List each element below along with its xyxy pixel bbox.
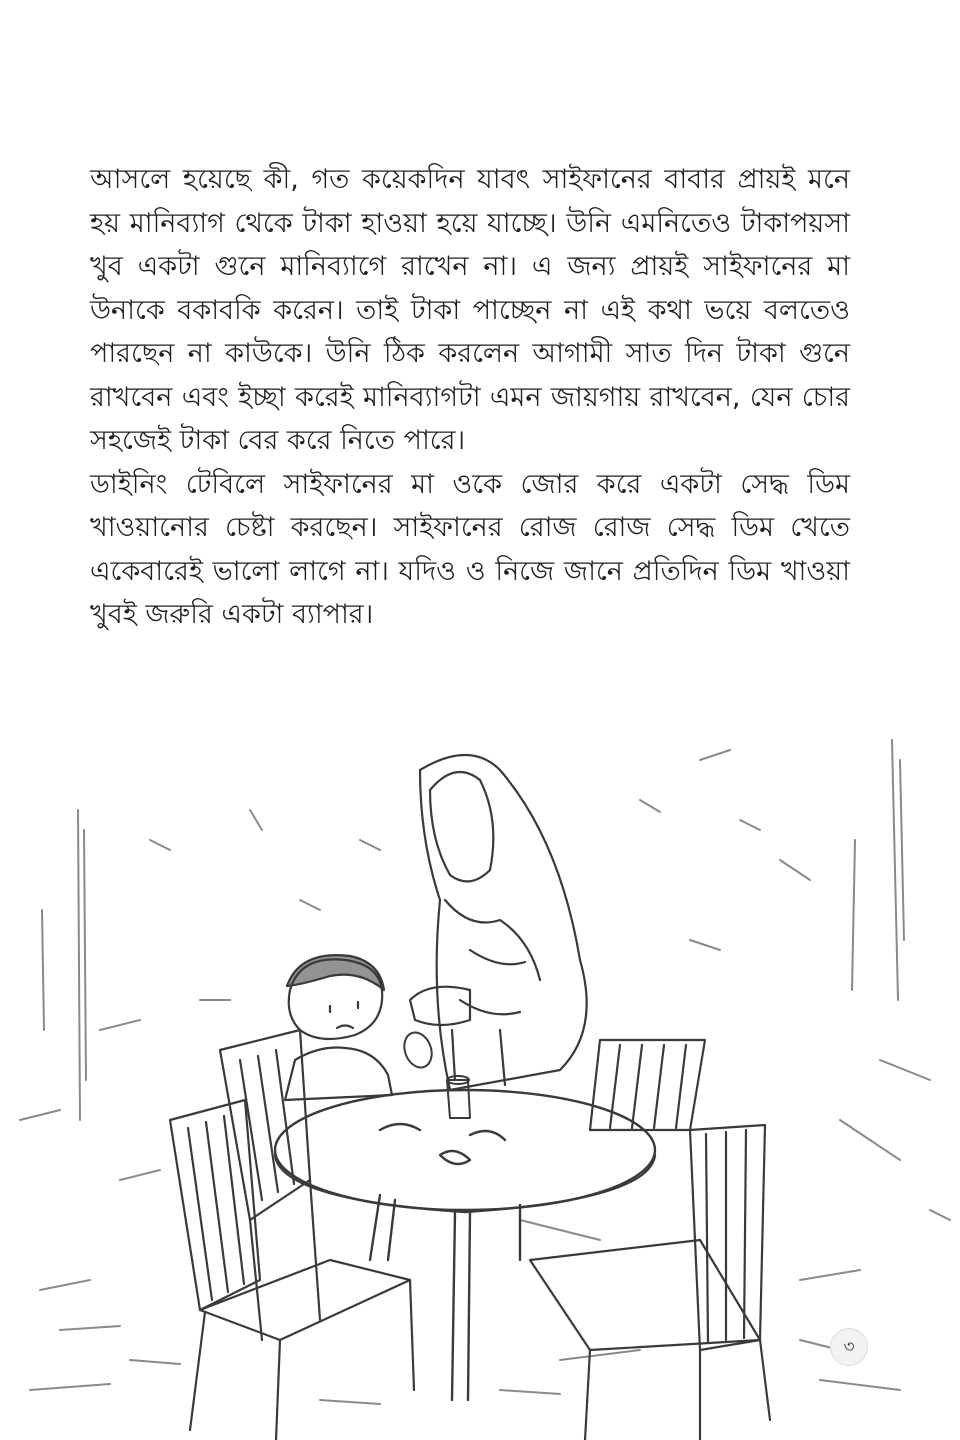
- chair-right-front: [530, 1125, 770, 1440]
- floor-scribbles: [60, 1326, 840, 1404]
- chair-right-back: [590, 1040, 705, 1130]
- boy-figure: [285, 955, 392, 1100]
- story-text: [90, 158, 850, 637]
- mother-figure: [410, 755, 587, 1090]
- egg-drawing: [400, 1029, 437, 1072]
- page-number-badge: ৩: [830, 1328, 868, 1366]
- story-paragraph-2: ডাইনিং টেবিলে সাইফানের মা ওকে জোর করে একটা সেদ্ধ ডিম খাওয়ানোর চেষ্টা করছেন। সাইফানের রোজ রোজ সেদ্ধ ডিম খেতে একেবারেই ভালো লাগে না। যদিও ও নিজে জানে প্রতিদিন ডিম খাওয়া খুবই জরুরি একটা ব্যাপার।: [90, 468, 850, 630]
- chair-left-front: [170, 1100, 414, 1440]
- table-drawing: [275, 1090, 655, 1400]
- background-scribbles: [20, 740, 950, 1390]
- story-paragraph-1: আসলে হয়েছে কী, গত কয়েকদিন যাবৎ সাইফানের বাবার প্রায়ই মনে হয় মানিব্যাগ থেকে টাকা হাওয়া হয়ে যাচ্ছে। উনি এমনিতেও টাকাপয়সা খুব একটা গুনে মানিব্যাগে রাখেন না। এ জন্য প্রায়ই সাইফানের মা উনাকে বকাবকি করেন। তাই টাকা পাচ্ছেন না এই কথা ভয়ে বলতেও পারছেন না কাউকে। উনি ঠিক করলেন আগামী সাত দিন টাকা গুনে রাখবেন এবং ইচ্ছা করেই মানিব্যাগটা এমন জায়গায় রাখবেন, যেন চোর সহজেই টাকা বের করে নিতে পারে।: [90, 164, 850, 456]
- glass-drawing: [447, 1076, 470, 1118]
- dining-table-illustration: [0, 700, 960, 1440]
